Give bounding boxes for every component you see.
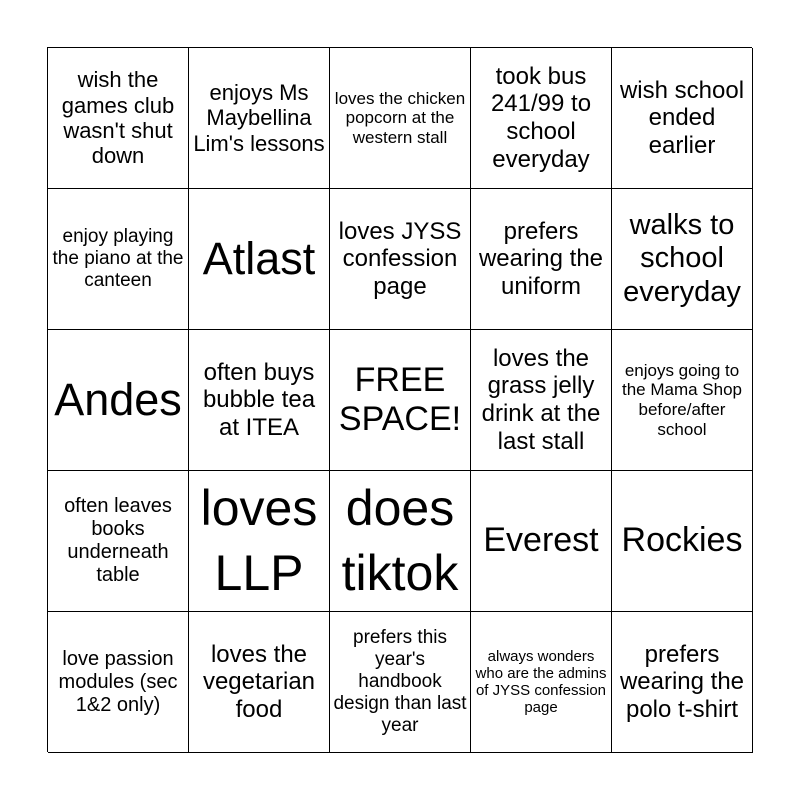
- cell-text: enjoy playing the piano at the canteen: [52, 226, 184, 291]
- bingo-cell[interactable]: [189, 48, 330, 189]
- bingo-cell[interactable]: [471, 189, 612, 330]
- cell-text: enjoys Ms Maybellina Lim's lessons: [193, 80, 325, 156]
- bingo-cell[interactable]: [471, 612, 612, 753]
- cell-text: wish school ended earlier: [619, 76, 745, 159]
- bingo-cell[interactable]: [48, 189, 189, 330]
- bingo-cell[interactable]: [612, 612, 753, 753]
- cell-text: Rockies: [621, 521, 743, 560]
- cell-text: loves the grass jelly drink at the last stall: [481, 344, 601, 455]
- cell-text: prefers wearing the uniform: [478, 217, 604, 300]
- bingo-cell[interactable]: [48, 471, 189, 612]
- cell-text: Andes: [54, 374, 182, 426]
- bingo-cell[interactable]: [612, 330, 753, 471]
- cell-text: always wonders who are the admins of JYSS confession page: [475, 647, 607, 717]
- bingo-cell[interactable]: [612, 48, 753, 189]
- bingo-cell[interactable]: [48, 330, 189, 471]
- bingo-cell[interactable]: [189, 471, 330, 612]
- bingo-cell[interactable]: [330, 612, 471, 753]
- cell-text: loves JYSS confession page: [338, 217, 462, 300]
- cell-text: prefers this year's handbook design than last year: [333, 627, 467, 736]
- bingo-cell[interactable]: [48, 612, 189, 753]
- bingo-cell[interactable]: [330, 48, 471, 189]
- cell-text: prefers wearing the polo t-shirt: [619, 640, 745, 723]
- cell-text: often buys bubble tea at ITEA: [202, 358, 316, 441]
- cell-text: Atlast: [202, 233, 316, 285]
- free-space-cell[interactable]: [330, 330, 471, 471]
- bingo-cell[interactable]: [189, 330, 330, 471]
- bingo-cell[interactable]: [330, 471, 471, 612]
- bingo-cell[interactable]: [612, 471, 753, 612]
- cell-text: often leaves books underneath table: [64, 495, 172, 586]
- cell-text: Everest: [483, 521, 599, 560]
- cell-text: loves the chicken popcorn at the western stall: [334, 88, 466, 147]
- cell-text: loves the vegetarian food: [202, 640, 316, 723]
- cell-text: FREE SPACE!: [338, 360, 462, 438]
- bingo-cell[interactable]: [189, 189, 330, 330]
- bingo-cell[interactable]: [471, 471, 612, 612]
- cell-text: took bus 241/99 to school everyday: [490, 62, 592, 173]
- bingo-cell[interactable]: [471, 48, 612, 189]
- cell-text: wish the games club wasn't shut down: [61, 67, 175, 169]
- cell-text: walks to school everyday: [623, 208, 741, 308]
- cell-text: love passion modules (sec 1&2 only): [58, 647, 178, 716]
- bingo-cell[interactable]: [612, 189, 753, 330]
- bingo-cell[interactable]: [48, 48, 189, 189]
- bingo-card: [47, 47, 752, 752]
- bingo-cell[interactable]: [330, 189, 471, 330]
- cell-text: does tiktok: [341, 480, 459, 601]
- bingo-cell[interactable]: [471, 330, 612, 471]
- bingo-cell[interactable]: [189, 612, 330, 753]
- cell-text: enjoys going to the Mama Shop before/after school: [621, 360, 742, 439]
- cell-text: loves LLP: [200, 480, 318, 601]
